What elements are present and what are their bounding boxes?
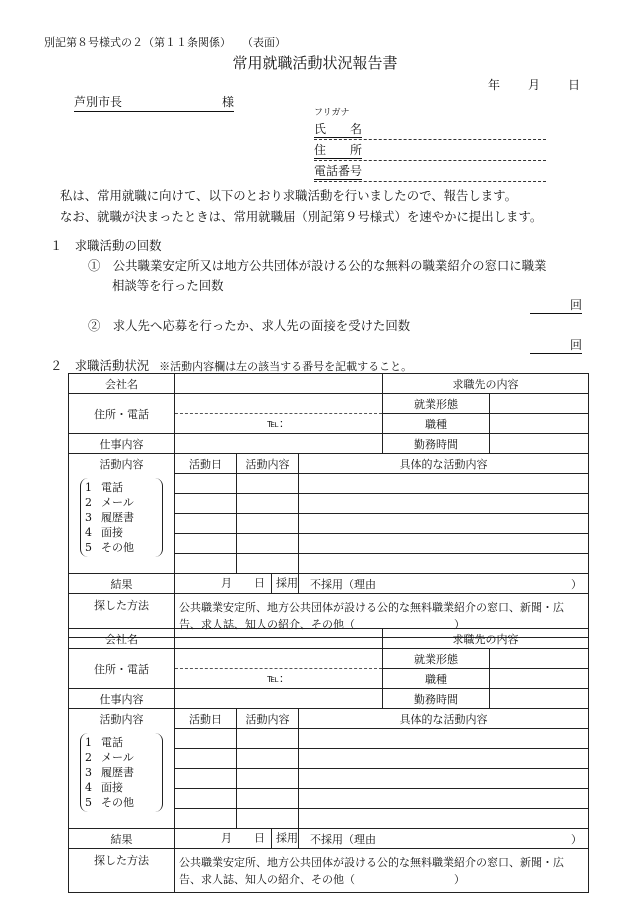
specific-activity-field[interactable] <box>299 749 589 769</box>
work-hours-label: 勤務時間 <box>383 689 490 709</box>
work-hours-label: 勤務時間 <box>383 434 490 454</box>
search-method-label: 探した方法 <box>69 594 175 638</box>
activity-date-header: 活動日 <box>175 454 237 474</box>
activity-type-item: 1 電話 <box>85 481 123 494</box>
search-method-line-1: 公共職業安定所、地方公共団体が設ける公的な無料職業紹介の窓口、新聞・広 <box>179 855 564 869</box>
section2-title: ２ 求職活動状況 <box>50 358 150 373</box>
employment-type-label: 就業形態 <box>383 394 490 414</box>
occupation-label: 職種 <box>383 669 490 689</box>
activity-date-field[interactable] <box>175 769 237 789</box>
section1-item1-line1: ① 公共職業安定所又は地方公共団体が設ける公的な無料の職業紹介の窓口に職業 <box>88 258 547 273</box>
activity-type-field[interactable] <box>237 534 299 554</box>
name-label: 氏 名 <box>314 122 363 136</box>
result-not-hired-option[interactable]: 不採用（理由 <box>310 577 376 591</box>
intro-line-1: 私は、常用就職に向けて、以下のとおり求職活動を行いましたので、報告します。 <box>60 188 517 203</box>
result-not-hired-field[interactable] <box>299 829 589 849</box>
activity-date-field[interactable] <box>175 789 237 809</box>
activity-type-field[interactable] <box>237 474 299 494</box>
activity-date-header: 活動日 <box>175 709 237 729</box>
result-label: 結果 <box>69 829 175 849</box>
result-close-paren: ） <box>571 578 583 591</box>
tel-label: ℡： <box>267 417 290 430</box>
employment-type-field[interactable] <box>490 394 589 414</box>
result-label: 結果 <box>69 574 175 594</box>
search-method-line-2: 告、求人誌、知人の紹介、その他（ ） <box>179 617 465 631</box>
addressee-mayor: 芦別市長 <box>74 95 123 109</box>
specific-activity-header: 具体的な活動内容 <box>299 709 589 729</box>
work-content-field[interactable] <box>175 689 383 709</box>
date-day-label: 日 <box>568 78 581 92</box>
result-date-field[interactable] <box>175 574 299 594</box>
furigana-label: フリガナ <box>314 108 350 118</box>
phone-label: 電話番号 <box>314 164 363 178</box>
address-label: 住 所 <box>314 143 363 157</box>
job-details-label: 求職先の内容 <box>383 629 589 649</box>
occupation-label: 職種 <box>383 414 490 434</box>
specific-activity-field[interactable] <box>299 769 589 789</box>
activity-content-label: 活動内容 <box>99 458 144 471</box>
date-month-label: 月 <box>528 78 541 92</box>
result-day-label: 日 <box>254 831 265 845</box>
date-year-label: 年 <box>488 78 501 92</box>
activity-table-2 <box>68 628 589 893</box>
result-not-hired-option[interactable]: 不採用（理由 <box>310 832 376 846</box>
search-method-options[interactable] <box>175 849 589 893</box>
result-month-label: 月 <box>221 576 232 590</box>
activity-type-list <box>80 478 163 557</box>
result-hired-option[interactable]: 採用 <box>276 576 298 590</box>
phone-field[interactable] <box>314 162 546 182</box>
name-field[interactable] <box>314 120 546 140</box>
activity-table-1 <box>68 373 589 638</box>
section1-item1-line2: 相談等を行った回数 <box>112 278 224 293</box>
company-name-label: 会社名 <box>69 374 175 394</box>
tel-label: ℡： <box>267 672 290 685</box>
activity-type-item: 3 履歴書 <box>85 511 134 524</box>
section1-item2: ② 求人先へ応募を行ったか、求人先の面接を受けた回数 <box>88 318 411 333</box>
specific-activity-header: 具体的な活動内容 <box>299 454 589 474</box>
form-number: 別記第８号様式の２（第１１条関係） （表面） <box>44 36 286 49</box>
address-phone-label: 住所・電話 <box>69 394 175 434</box>
specific-activity-field[interactable] <box>299 534 589 554</box>
job-details-label: 求職先の内容 <box>383 374 589 394</box>
address-phone-field[interactable] <box>175 394 383 434</box>
work-content-field[interactable] <box>175 434 383 454</box>
result-not-hired-field[interactable] <box>299 574 589 594</box>
activity-date-field[interactable] <box>175 554 237 574</box>
result-date-field[interactable] <box>175 829 299 849</box>
activity-type-field[interactable] <box>237 769 299 789</box>
search-method-line-1: 公共職業安定所、地方公共団体が設ける公的な無料職業紹介の窓口、新聞・広 <box>179 600 564 614</box>
activity-type-item: 1 電話 <box>85 736 123 749</box>
result-day-label: 日 <box>254 576 265 590</box>
result-month-label: 月 <box>221 831 232 845</box>
specific-activity-field[interactable] <box>299 729 589 749</box>
activity-date-field[interactable] <box>175 749 237 769</box>
count-unit-2: 回 <box>569 338 582 352</box>
activity-content-label: 活動内容 <box>99 713 144 726</box>
activity-type-list <box>80 733 163 812</box>
employment-type-label: 就業形態 <box>383 649 490 669</box>
activity-type-field[interactable] <box>237 554 299 574</box>
address-phone-field[interactable] <box>175 649 383 689</box>
activity-type-field[interactable] <box>237 809 299 829</box>
specific-activity-field[interactable] <box>299 494 589 514</box>
activity-type-item: 3 履歴書 <box>85 766 134 779</box>
activity-content-header: 活動内容 <box>237 709 299 729</box>
count-unit-1: 回 <box>569 298 582 312</box>
specific-activity-field[interactable] <box>299 554 589 574</box>
page-title: 常用就職活動状況報告書 <box>232 54 398 72</box>
activity-type-item: 5 その他 <box>85 796 134 809</box>
activity-type-item: 5 その他 <box>85 541 134 554</box>
search-method-label: 探した方法 <box>69 849 175 893</box>
activity-type-item: 4 面接 <box>85 526 123 539</box>
application-count-field[interactable] <box>530 336 582 354</box>
work-hours-field[interactable] <box>490 434 589 454</box>
addressee-honorific: 様 <box>222 95 235 109</box>
activity-date-field[interactable] <box>175 514 237 534</box>
work-hours-field[interactable] <box>490 689 589 709</box>
activity-content-cell <box>69 709 175 829</box>
specific-activity-field[interactable] <box>299 474 589 494</box>
company-name-label: 会社名 <box>69 629 175 649</box>
activity-content-cell <box>69 454 175 574</box>
section1-heading: １ 求職活動の回数 <box>50 238 162 253</box>
company-name-field[interactable] <box>175 374 383 394</box>
activity-date-field[interactable] <box>175 494 237 514</box>
occupation-field[interactable] <box>490 414 589 434</box>
activity-type-field[interactable] <box>237 789 299 809</box>
activity-type-item: 2 メール <box>85 496 134 509</box>
work-content-label: 仕事内容 <box>69 689 175 709</box>
specific-activity-field[interactable] <box>299 809 589 829</box>
activity-type-field[interactable] <box>237 729 299 749</box>
activity-date-field[interactable] <box>175 534 237 554</box>
addressee-line <box>74 93 234 112</box>
activity-type-field[interactable] <box>237 749 299 769</box>
activity-date-field[interactable] <box>175 474 237 494</box>
intro-line-2: なお、就職が決まったときは、常用就職届（別記第９号様式）を速やかに提出します。 <box>60 209 543 224</box>
activity-content-header: 活動内容 <box>237 454 299 474</box>
result-close-paren: ） <box>571 833 583 846</box>
address-field[interactable] <box>314 141 546 161</box>
activity-date-field[interactable] <box>175 729 237 749</box>
search-method-line-2: 告、求人誌、知人の紹介、その他（ ） <box>179 872 465 886</box>
specific-activity-field[interactable] <box>299 514 589 534</box>
consultation-count-field[interactable] <box>530 296 582 314</box>
activity-type-field[interactable] <box>237 514 299 534</box>
occupation-field[interactable] <box>490 669 589 689</box>
specific-activity-field[interactable] <box>299 789 589 809</box>
activity-type-field[interactable] <box>237 494 299 514</box>
result-hired-option[interactable]: 採用 <box>276 831 298 845</box>
address-phone-label: 住所・電話 <box>69 649 175 689</box>
section2-note: ※活動内容欄は左の該当する番号を記載すること。 <box>159 360 413 373</box>
section2-heading <box>50 356 412 374</box>
activity-date-field[interactable] <box>175 809 237 829</box>
activity-type-item: 4 面接 <box>85 781 123 794</box>
work-content-label: 仕事内容 <box>69 434 175 454</box>
activity-type-item: 2 メール <box>85 751 134 764</box>
company-name-field[interactable] <box>175 629 383 649</box>
employment-type-field[interactable] <box>490 649 589 669</box>
